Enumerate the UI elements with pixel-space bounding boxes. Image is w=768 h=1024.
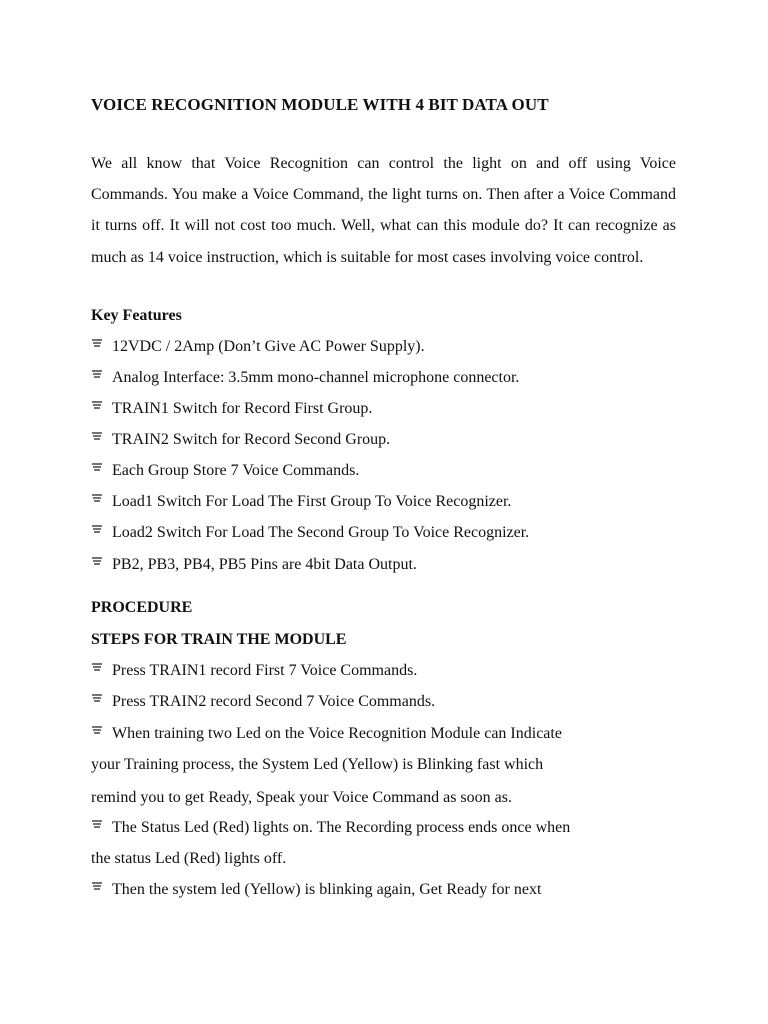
- steps-subheading: STEPS FOR TRAIN THE MODULE: [91, 631, 347, 648]
- step-continuation: remind you to get Ready, Speak your Voice Command as soon as.: [91, 789, 512, 806]
- step-text: When training two Led on the Voice Recognition Module can Indicate: [112, 725, 562, 742]
- feature-text: TRAIN1 Switch for Record First Group.: [112, 400, 373, 417]
- step-text: Press TRAIN2 record Second 7 Voice Commands.: [112, 693, 436, 710]
- feature-text: Analog Interface: 3.5mm mono-channel microphone connector.: [112, 369, 520, 386]
- bullet-icon: [91, 662, 103, 672]
- bullet-icon: [91, 819, 103, 829]
- bullet-icon: [91, 431, 103, 441]
- key-features-heading: Key Features: [91, 307, 182, 324]
- step-text: Press TRAIN1 record First 7 Voice Commands.: [112, 662, 418, 679]
- bullet-icon: [91, 338, 103, 348]
- step-continuation: your Training process, the System Led (Yellow) is Blinking fast which: [91, 756, 544, 773]
- page-title: VOICE RECOGNITION MODULE WITH 4 BIT DATA OUT: [91, 95, 549, 114]
- bullet-icon: [91, 881, 103, 891]
- bullet-icon: [91, 693, 103, 703]
- bullet-icon: [91, 556, 103, 566]
- feature-text: Load1 Switch For Load The First Group To Voice Recognizer.: [112, 493, 512, 510]
- feature-text: 12VDC / 2Amp (Don’t Give AC Power Supply).: [112, 338, 425, 355]
- bullet-icon: [91, 400, 103, 410]
- bullet-icon: [91, 493, 103, 503]
- feature-text: Each Group Store 7 Voice Commands.: [112, 462, 360, 479]
- bullet-icon: [91, 462, 103, 472]
- feature-text: TRAIN2 Switch for Record Second Group.: [112, 431, 391, 448]
- feature-text: Load2 Switch For Load The Second Group To Voice Recognizer.: [112, 524, 530, 541]
- step-text: Then the system led (Yellow) is blinking again, Get Ready for next: [112, 881, 542, 898]
- procedure-heading: PROCEDURE: [91, 599, 193, 616]
- step-text: The Status Led (Red) lights on. The Recording process ends once when: [112, 819, 571, 836]
- intro-paragraph: We all know that Voice Recognition can control the light on and off using Voice Commands. You make a Voice Command, the light turns on. Then after a Voice Command it turns off. It will not cost too much. Well, what can this module do? It can recognize as much as 14 voice instruction, which is suitable for most cases involving voice control.: [91, 155, 676, 266]
- feature-text: PB2, PB3, PB4, PB5 Pins are 4bit Data Output.: [112, 556, 417, 573]
- bullet-icon: [91, 725, 103, 735]
- bullet-icon: [91, 524, 103, 534]
- bullet-icon: [91, 369, 103, 379]
- step-continuation: the status Led (Red) lights off.: [91, 850, 287, 867]
